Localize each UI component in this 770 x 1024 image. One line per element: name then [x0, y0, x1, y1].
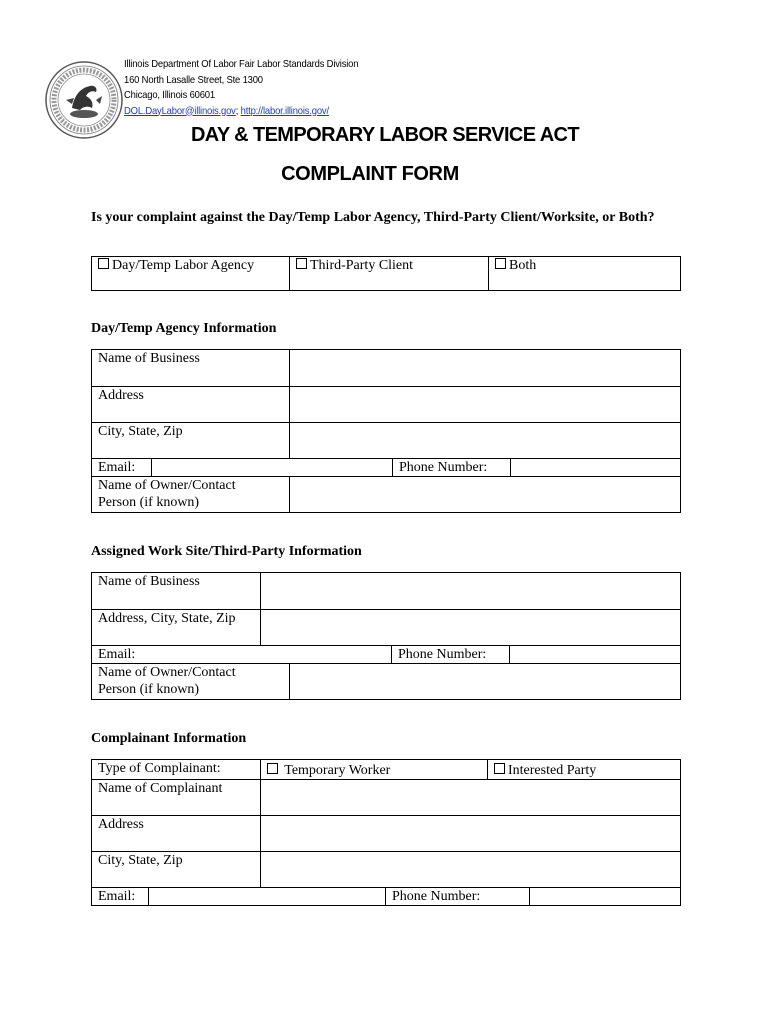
email-link[interactable]: DOL.DayLabor@illinois.gov: [124, 104, 236, 117]
option-third-party[interactable]: Third-Party Client: [290, 257, 489, 291]
complainant-phone-label: Phone Number:: [386, 888, 530, 905]
checkbox-icon[interactable]: [494, 763, 505, 774]
agency-name-field[interactable]: [290, 350, 681, 387]
agency-owner-field[interactable]: [290, 477, 681, 513]
complainant-email-label: Email:: [92, 888, 149, 905]
checkbox-icon[interactable]: [267, 763, 278, 774]
worksite-name-field[interactable]: [261, 573, 681, 610]
website-link[interactable]: http://labor.illinois.gov/: [240, 104, 329, 117]
complainant-section-heading: Complainant Information: [91, 731, 247, 746]
checkbox-icon[interactable]: [98, 258, 109, 269]
worksite-email-label[interactable]: Email:: [92, 646, 392, 663]
complainant-city-label: City, State, Zip: [92, 852, 261, 888]
complainant-phone-field[interactable]: [530, 888, 680, 905]
option-agency[interactable]: Day/Temp Labor Agency: [92, 257, 290, 291]
agency-city-label: City, State, Zip: [92, 423, 290, 459]
agency-owner-label: Name of Owner/Contact Person (if known): [92, 477, 290, 513]
agency-phone-label: Phone Number:: [393, 459, 511, 476]
agency-address-field[interactable]: [290, 387, 681, 423]
agency-section-heading: Day/Temp Agency Information: [91, 321, 277, 336]
checkbox-icon[interactable]: [296, 258, 307, 269]
complainant-name-field[interactable]: [261, 780, 681, 816]
complaint-against-table: [91, 256, 681, 291]
complainant-name-label: Name of Complainant: [92, 780, 261, 816]
agency-city-field[interactable]: [290, 423, 681, 459]
option-interested-party[interactable]: Interested Party: [488, 760, 681, 780]
link-separator: ;: [235, 104, 241, 117]
worksite-phone-label: Phone Number:: [392, 646, 510, 663]
complainant-info-table: [91, 759, 681, 906]
form-title-line-2: COMPLAINT FORM: [281, 163, 459, 185]
worksite-info-table: [91, 572, 681, 700]
option-temporary-worker[interactable]: Temporary Worker: [261, 760, 488, 780]
worksite-address-label: Address, City, State, Zip: [92, 610, 261, 646]
worksite-phone-field[interactable]: [510, 646, 680, 663]
worksite-address-field[interactable]: [261, 610, 681, 646]
worksite-name-label: Name of Business: [92, 573, 261, 610]
option-both[interactable]: Both: [489, 257, 681, 291]
agency-phone-field[interactable]: [511, 459, 680, 476]
worksite-owner-field[interactable]: [290, 664, 681, 700]
complainant-type-label: Type of Complainant:: [92, 760, 261, 780]
complaint-against-question: Is your complaint against the Day/Temp Labor Agency, Third-Party Client/Worksite, or Both?: [91, 210, 655, 225]
header-line-1: Illinois Department Of Labor Fair Labor Standards Division: [124, 58, 359, 70]
header-line-2: 160 North Lasalle Street, Ste 1300: [124, 73, 263, 86]
complainant-email-field[interactable]: [149, 888, 386, 905]
header-line-3: Chicago, Illinois 60601: [124, 89, 215, 101]
worksite-section-heading: Assigned Work Site/Third-Party Information: [91, 544, 362, 559]
agency-address-label: Address: [92, 387, 290, 423]
agency-name-label: Name of Business: [92, 350, 290, 387]
agency-email-field[interactable]: [152, 459, 393, 476]
worksite-owner-label: Name of Owner/Contact Person (if known): [92, 664, 290, 700]
complainant-address-field[interactable]: [261, 816, 681, 852]
form-title-line-1: DAY & TEMPORARY LABOR SERVICE ACT: [190, 124, 580, 146]
complainant-address-label: Address: [92, 816, 261, 852]
agency-header: [124, 57, 358, 119]
agency-email-label: Email:: [92, 459, 152, 476]
checkbox-icon[interactable]: [495, 258, 506, 269]
agency-info-table: [91, 349, 681, 513]
complainant-city-field[interactable]: [261, 852, 681, 888]
